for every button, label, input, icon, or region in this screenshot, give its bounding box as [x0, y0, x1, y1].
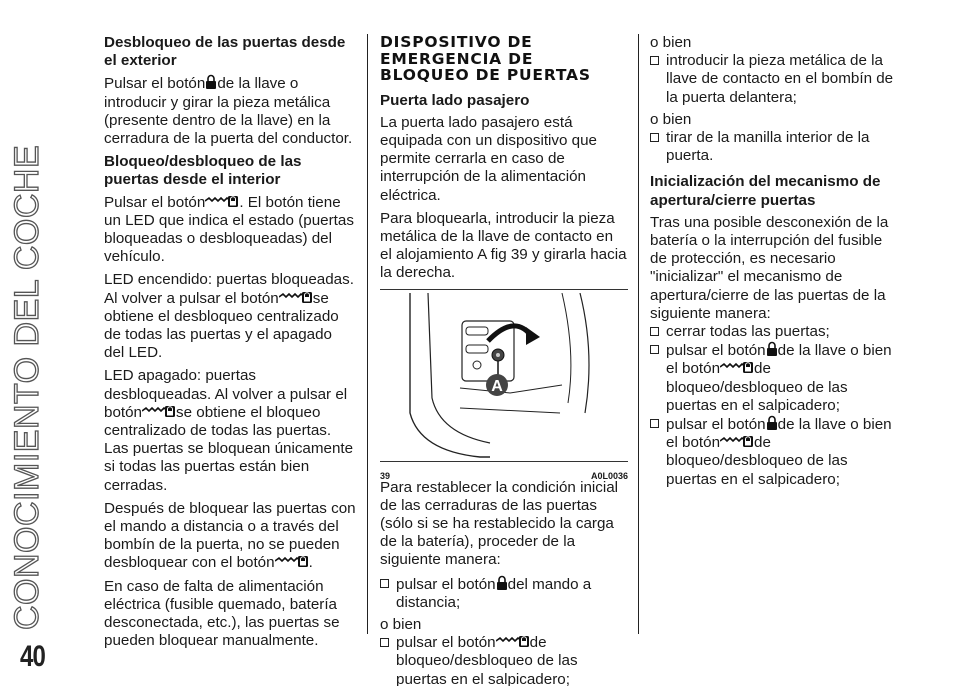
checkbox-bullet-icon: [650, 327, 659, 336]
text: de la llave o bien el botón: [666, 342, 892, 378]
text: [396, 575, 628, 612]
text: se obtiene el bloqueo centralizado de todas las puertas. Las puertas se bloquean únicamente si todas las puertas están bien cerradas.: [104, 403, 354, 494]
paragraph: [104, 271, 356, 362]
text: pulsar el botón: [666, 416, 766, 434]
paragraph: o bien: [380, 615, 422, 633]
paragraph: [104, 194, 356, 267]
column-3: [650, 34, 900, 489]
figure-39: [380, 289, 628, 479]
list-item: [380, 634, 628, 686]
text: pulsar el botón: [396, 634, 496, 652]
text: [666, 415, 900, 489]
lock-icon: [496, 575, 508, 591]
checkbox-bullet-icon: [650, 56, 659, 65]
paragraph: Tras una posible desconexión de la batería o la interrupción del fusible de protección, es necesario "inicializar" el mecanismo de apertura/cierre de las puertas de la siguiente manera:: [650, 213, 889, 322]
list-item: [650, 52, 900, 107]
figure-top-rule: [380, 289, 628, 290]
text: tirar de la manilla interior de la puerta.: [666, 129, 870, 165]
heading-emergency-device: DISPOSITIVO DE EMERGENCIA DE BLOQUEO DE PUERTAS: [380, 33, 591, 84]
text: [396, 634, 628, 686]
list-item: [650, 323, 900, 341]
page-number: 40: [20, 640, 46, 673]
column-divider: [367, 34, 368, 634]
figure-bottom-rule: [380, 461, 628, 462]
text: se obtiene el desbloqueo centralizado de todas las puertas y el apagado del LED.: [104, 289, 339, 362]
text: de bloqueo/desbloqueo de las puertas en el salpicadero;: [666, 434, 848, 488]
text: . El botón tiene un LED que indica el estado (puertas bloqueadas o desbloqueadas) del vehículo.: [104, 193, 354, 266]
list-item: [650, 129, 900, 165]
paragraph: [104, 367, 356, 494]
paragraph: o bien: [650, 110, 692, 128]
lock-icon: [766, 415, 778, 431]
door-lock-button-icon: [496, 634, 530, 648]
door-lock-button-icon: [142, 404, 176, 418]
list-item: [380, 575, 628, 612]
text: cerrar todas las puertas;: [666, 323, 830, 341]
heading-initialization: Inicialización del mecanismo de apertura/cierre puertas: [650, 173, 881, 209]
list-item: [650, 341, 900, 415]
door-lock-button-icon: [279, 290, 313, 304]
door-lock-button-icon: [720, 434, 754, 448]
paragraph: Para bloquearla, introducir la pieza metálica de la llave de contacto en el alojamiento A fig 39 y girarla hacia la derecha.: [380, 209, 627, 282]
paragraph: [104, 500, 356, 573]
paragraph: La puerta lado pasajero está equipada con un dispositivo que permite cerrarla en caso de interrupción de la alimentación eléctrica.: [380, 113, 598, 204]
lock-icon: [766, 341, 778, 357]
text: de la llave o bien el botón: [666, 416, 892, 452]
paragraph: o bien: [650, 34, 692, 51]
checkbox-bullet-icon: [650, 419, 659, 428]
text: del mando a distancia;: [396, 575, 592, 611]
figure-code: A0L0036: [590, 470, 628, 481]
heading-unlock-exterior: Desbloqueo de las puertas desde el exterior: [104, 34, 346, 70]
checkbox-bullet-icon: [650, 133, 659, 142]
column-1: [104, 34, 356, 656]
text: .: [308, 554, 313, 572]
text: pulsar el botón: [666, 342, 766, 360]
checkbox-bullet-icon: [380, 638, 389, 647]
text: de la llave o introducir y girar la pieza metálica (presente dentro de la llave) en la cerradura de la puerta del conductor.: [104, 75, 353, 148]
section-title: CONOCIMIENTO DEL COCHE: [8, 144, 46, 630]
figure-caption: [380, 467, 628, 485]
door-lock-button-icon: [205, 194, 239, 208]
label-a: A: [491, 377, 503, 395]
text: de bloqueo/desbloqueo de las puertas en el salpicadero;: [666, 360, 848, 414]
lock-icon: [205, 74, 217, 90]
text: pulsar el botón: [396, 575, 496, 593]
subheading-passenger-door: Puerta lado pasajero: [380, 91, 530, 109]
figure-number: 39: [380, 470, 391, 481]
text: Pulsar el botón: [104, 75, 206, 93]
text: Pulsar el botón: [104, 193, 206, 211]
text: Después de bloquear las puertas con el mando a distancia o a través del bombín de la puerta, no se pueden desbloquear con el botón: [104, 499, 356, 572]
checkbox-bullet-icon: [380, 579, 389, 588]
text: de bloqueo/desbloqueo de las puertas en el salpicadero;: [396, 634, 578, 686]
list-item: [650, 415, 900, 489]
text: LED encendido: puertas bloqueadas. Al volver a pulsar el botón: [104, 271, 354, 307]
door-lock-button-icon: [275, 554, 309, 568]
checkbox-bullet-icon: [650, 345, 659, 354]
paragraph: [104, 74, 356, 148]
text: [666, 341, 900, 415]
text: introducir la pieza metálica de la llave de contacto en el bombín de la puerta delantera;: [666, 52, 894, 106]
column-2: [380, 34, 628, 686]
paragraph: Para restablecer la condición inicial de las cerraduras de las puertas (sólo si se ha restablecido la carga de la batería), proceder de la siguiente manera:: [380, 478, 619, 569]
column-divider: [638, 34, 639, 634]
door-lock-button-icon: [720, 360, 754, 374]
paragraph: En caso de falta de alimentación eléctrica (fusible quemado, batería desconectada, etc.), las puertas se pueden bloquear manualmente.: [104, 577, 340, 650]
heading-lock-interior: Bloqueo/desbloqueo de las puertas desde el interior: [104, 153, 302, 189]
text: LED apagado: puertas desbloqueadas. Al volver a pulsar el botón: [104, 367, 348, 421]
door-lock-illustration: [380, 293, 628, 461]
